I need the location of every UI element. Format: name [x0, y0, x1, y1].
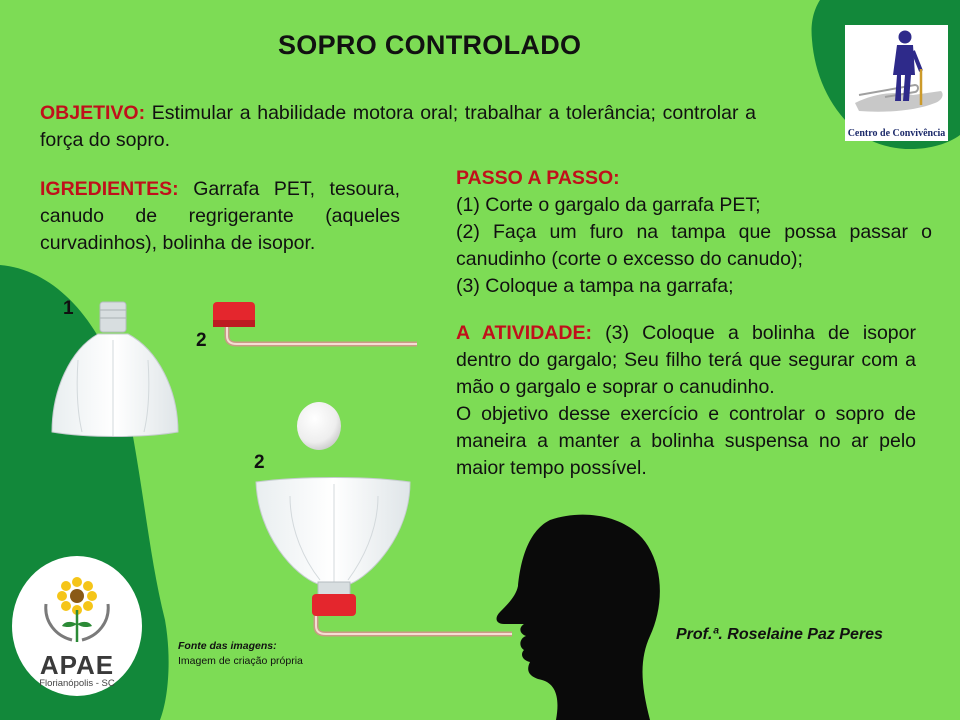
activity-section [456, 320, 916, 482]
figure-number-2b: 2 [254, 452, 265, 473]
objective-label: OBJETIVO: [40, 102, 146, 124]
step-2: (2) Faça um furo na tampa que possa passar o canudinho (corte o excesso do canudo); [456, 221, 932, 270]
page-title: SOPRO CONTROLADO [278, 30, 582, 60]
objective-text: Estimular a habilidade motora oral; trabalhar a tolerância; controlar a força do sopro. [40, 102, 756, 151]
cut-bottle-image [48, 300, 183, 440]
objective-paragraph [40, 100, 756, 154]
flower-hands-icon [42, 574, 112, 644]
activity-text: (3) Coloque a bolinha de isopor dentro do gargalo; Seu filho terá que segurar com a mão o gargalo e soprar o canudinho. [456, 322, 916, 398]
figure-number-2a: 2 [196, 330, 207, 351]
step-3: (3) Coloque a tampa na garrafa; [456, 275, 734, 297]
ingredients-text: Garrafa PET, tesoura, canudo de regrigerante (aqueles curvadinhos), bolinha de isopor. [40, 178, 400, 254]
ingredients-paragraph [40, 176, 400, 257]
apae-logo-city: Florianópolis - SC [39, 678, 115, 689]
ingredients-label: IGREDIENTES: [40, 178, 179, 200]
steps-label: PASSO A PASSO: [456, 167, 620, 189]
assembled-device-image [250, 476, 520, 640]
source-text: Imagem de criação própria [178, 655, 303, 667]
centro-convivencia-logo [845, 25, 948, 141]
elderly-person-icon [845, 25, 948, 125]
apae-logo [12, 556, 142, 696]
activity-label: A ATIVIDADE: [456, 322, 592, 344]
author-credit: Prof.ª. Roselaine Paz Peres [676, 626, 883, 643]
step-1: (1) Corte o gargalo da garrafa PET; [456, 194, 761, 216]
apae-logo-name: APAE [39, 650, 115, 680]
steps-section [456, 165, 932, 300]
head-silhouette-image [490, 512, 670, 720]
source-label: Fonte das imagens: [178, 640, 277, 652]
figure-number-1: 1 [63, 298, 74, 319]
centro-logo-caption: Centro de Convivência [847, 128, 946, 139]
styrofoam-ball-image [295, 400, 343, 452]
activity-text-2: O objetivo desse exercício e controlar o sopro de maneira a manter a bolinha suspensa no ar pelo maior tempo possível. [456, 403, 916, 479]
cap-with-straw-image [205, 296, 420, 352]
